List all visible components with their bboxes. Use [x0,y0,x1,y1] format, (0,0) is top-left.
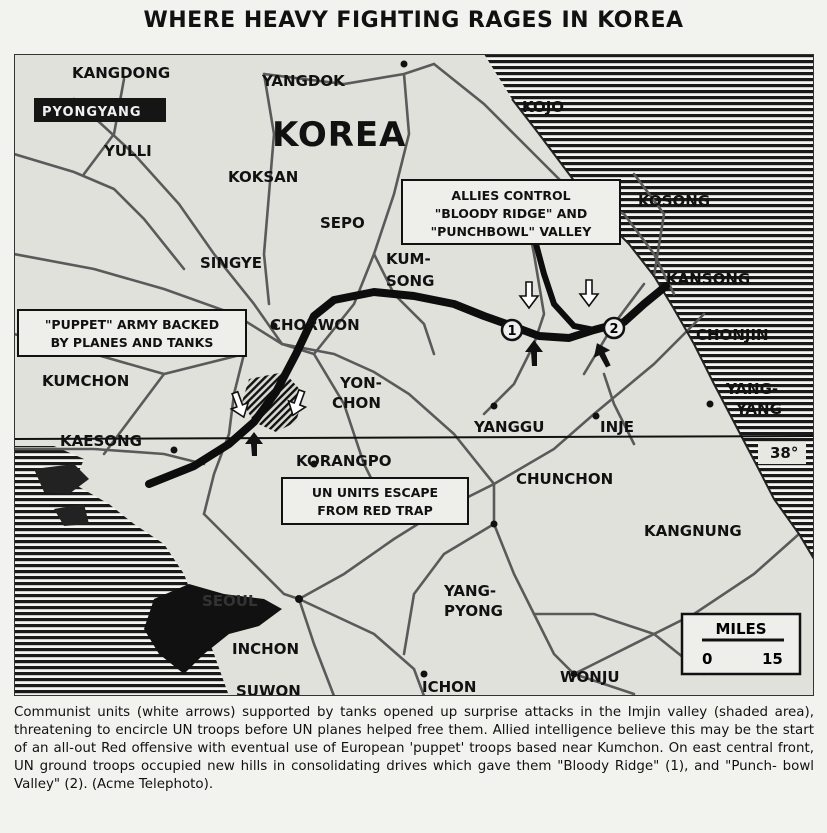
label-kangnung: KANGNUNG [644,522,742,540]
label-kangdong: KANGDONG [72,64,171,82]
callout-puppet-line-1: "PUPPET" ARMY BACKED [44,317,220,332]
label-song: SONG [386,272,435,290]
label-seoul: SEOUL [202,592,258,610]
label-kansong-east: KANSONG [666,270,751,288]
label-chonjin: CHONJIN [696,326,769,344]
scale-min: 0 [702,650,713,668]
callout-allies-control [402,180,620,244]
label-yangpyong-1: YANG- [444,582,497,600]
label-38th-parallel: 38° [770,444,799,462]
pyongyang-plate [34,98,166,122]
label-sepo: SEPO [320,214,365,232]
label-kaesong: KAESONG [60,432,142,450]
label-yangpyong-2: PYONG [444,602,503,620]
label-kosong: KOSONG [638,192,711,210]
callout-allies-line-2: "BLOODY RIDGE" AND [434,206,588,221]
parallel-label-plate [758,442,806,464]
label-inchon: INCHON [232,640,300,658]
label-yulli: YULLI [104,142,152,160]
headline: WHERE HEAVY FIGHTING RAGES IN KOREA [143,8,684,33]
callout-un-escape [282,478,468,524]
label-ichon: ICHON [422,678,477,696]
label-wonju: WONJU [560,668,620,686]
callout-puppet-army [18,310,246,356]
label-inje: INJE [600,418,634,436]
scale-title: MILES [715,620,767,638]
label-yang-east-2: YANG [736,400,782,418]
label-pyongyang: PYONGYANG [42,105,142,120]
label-kojo: KOJO [522,98,565,116]
label-yangdok: YANGDOK [262,72,345,90]
label-korangpo: KORANGPO [296,452,392,470]
label-koksan: KOKSAN [228,168,299,186]
scale-max: 15 [762,650,783,668]
label-kumchon: KUMCHON [42,372,130,390]
callout-escape-line-2: FROM RED TRAP [317,503,433,518]
callout-puppet-line-2: BY PLANES AND TANKS [50,335,214,350]
caption-text: Communist units (white arrows) supported by tanks opened up surprise attacks in the Imjin valley (shaded area), threatening to encircle UN troops before UN planes helped free them. Allied intelligence believe this may be the start of an all-out Red offensive with eventual use of European 'puppet' troops based near Kumchon. On east central front, UN ground troops occupied new hills in consolidating drives which gave them "Bloody Ridge" (1), and "Punch- bowl Valley" (2). (Acme Telephoto). [14,705,814,792]
label-yanggu: YANGGU [474,418,545,436]
label-yang-east: YANG- [726,380,779,398]
label-singye: SINGYE [200,254,263,272]
marker-2-label: 2 [609,322,619,337]
photo-caption [14,704,814,824]
label-suwon: SUWON [236,682,301,696]
korea-map [14,54,814,696]
label-korea: KOREA [272,115,407,155]
bloody-ridge-marker [502,320,522,340]
label-chunchon: CHUNCHON [516,470,614,488]
punchbowl-marker [604,318,624,338]
callout-allies-line-1: ALLIES CONTROL [451,188,571,203]
label-chon: CHON [332,394,381,412]
callout-escape-line-1: UN UNITS ESCAPE [311,485,439,500]
label-yon: YON- [340,374,382,392]
callout-allies-line-3: "PUNCHBOWL" VALLEY [430,224,592,239]
label-kum: KUM- [386,250,431,268]
marker-1-label: 1 [507,324,517,339]
label-chorwon: CHORWON [270,316,360,334]
scale-bar [682,614,800,674]
